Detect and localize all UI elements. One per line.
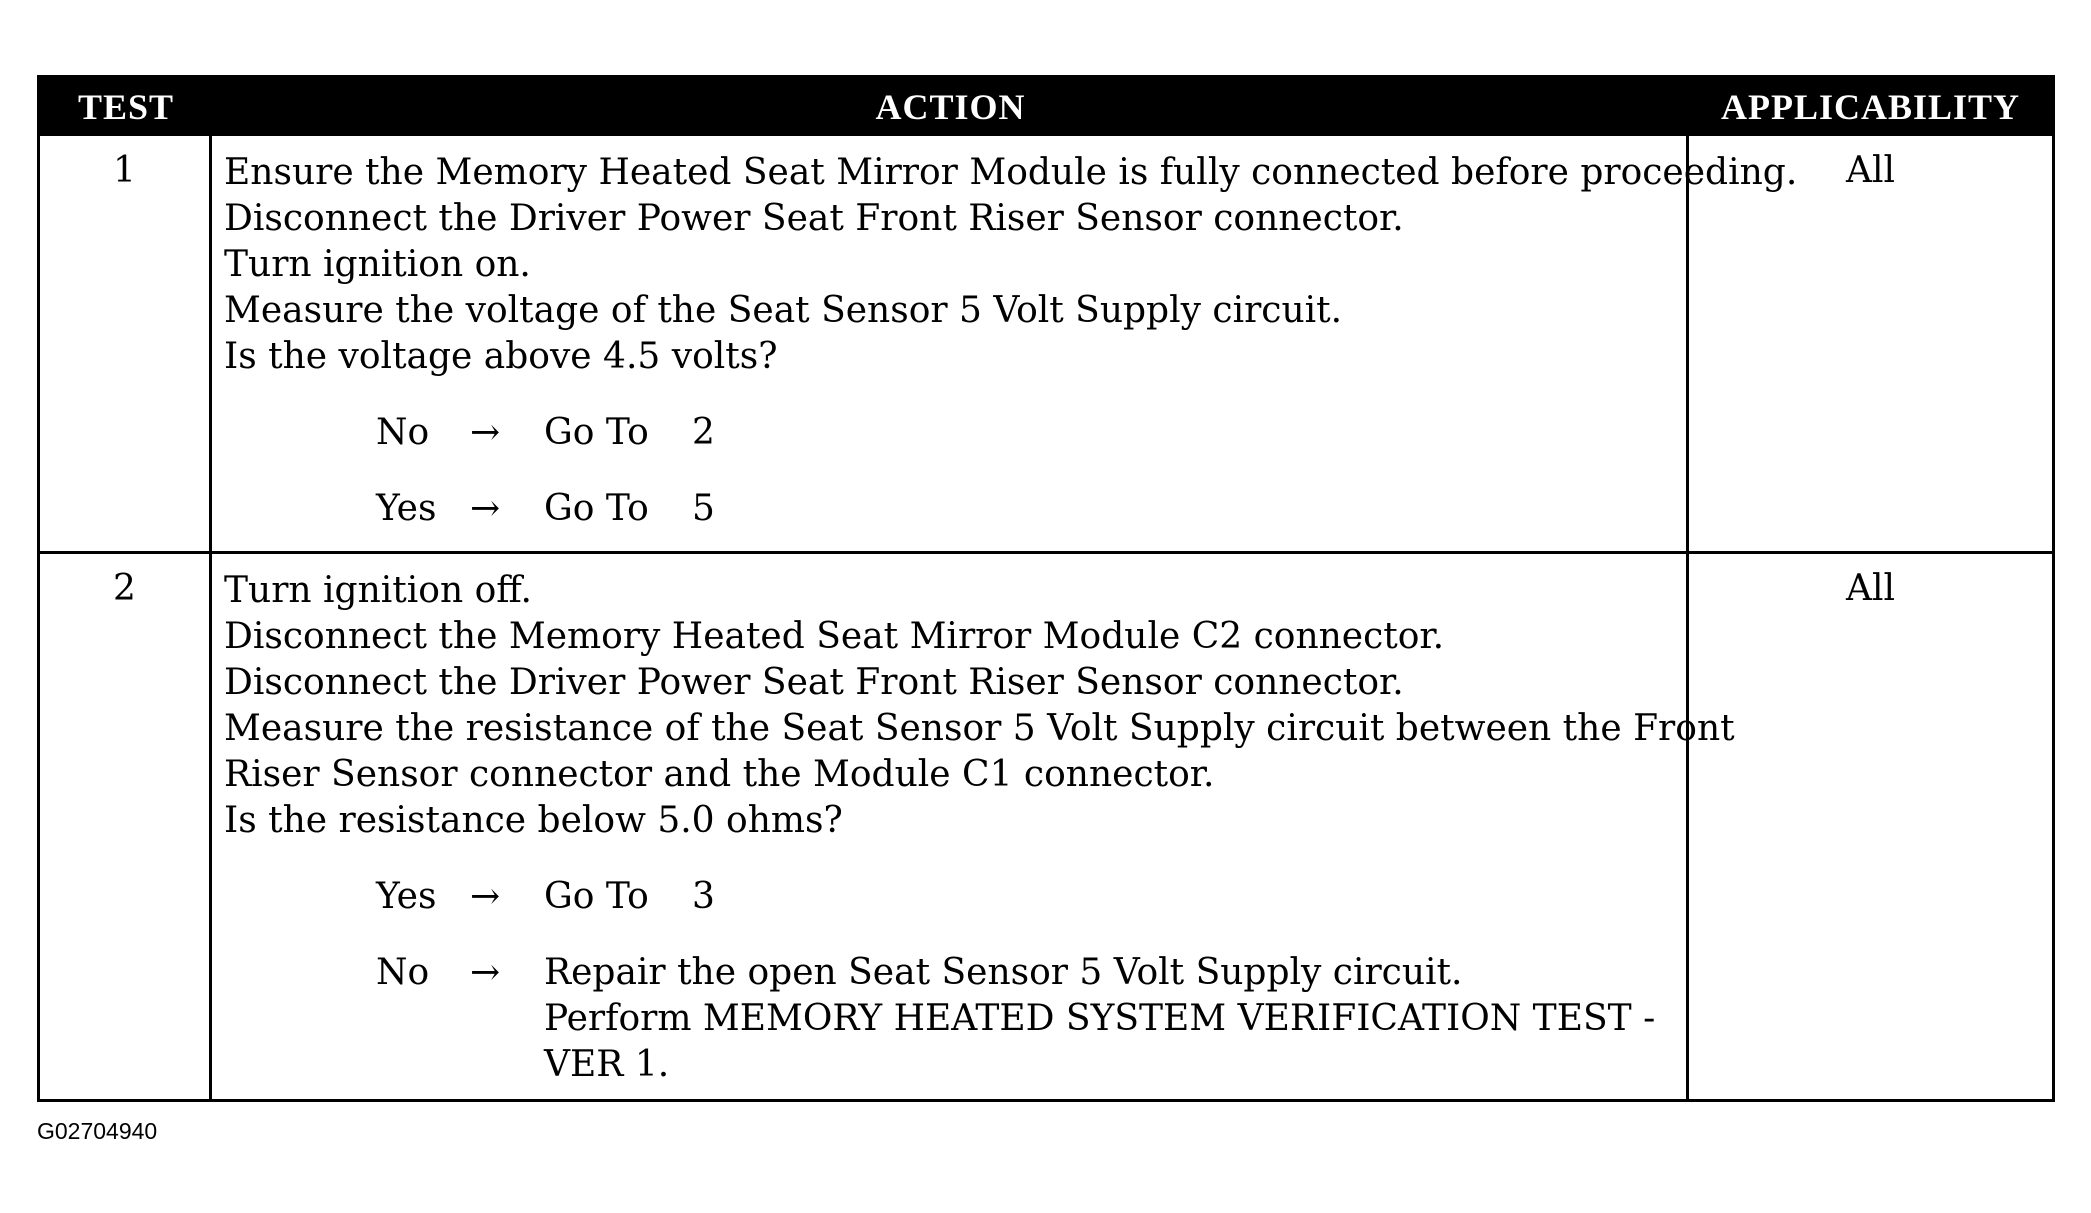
applicability-cell: All <box>1845 150 1896 191</box>
branch-yes <box>224 486 1674 532</box>
goto-label: Go To <box>544 876 649 917</box>
instruction-line: Repair the open Seat Sensor 5 Volt Supply circuit. <box>544 952 1463 993</box>
arrow-icon: → <box>470 412 501 453</box>
branch-answer: Yes <box>376 876 437 917</box>
instruction-line: VER 1. <box>544 1044 670 1085</box>
arrow-icon: → <box>470 952 501 993</box>
goto-target: 5 <box>692 488 715 529</box>
goto-label: Go To <box>544 488 649 529</box>
action-line: Riser Sensor connector and the Module C1 connector. <box>224 754 1215 795</box>
arrow-icon: → <box>470 876 501 917</box>
branch-yes <box>224 874 1674 920</box>
branch-no <box>224 950 1674 1088</box>
branch-answer: No <box>376 412 430 453</box>
action-line: Ensure the Memory Heated Seat Mirror Module is fully connected before proceeding. <box>224 152 1798 193</box>
arrow-icon: → <box>470 488 501 529</box>
action-line: Is the voltage above 4.5 volts? <box>224 336 778 377</box>
repair-instructions <box>544 950 1655 1088</box>
figure-id: G02704940 <box>37 1118 158 1144</box>
action-line: Disconnect the Driver Power Seat Front Riser Sensor connector. <box>224 198 1404 239</box>
table-row <box>40 136 2052 551</box>
header-action: ACTION <box>875 87 1026 127</box>
action-line: Turn ignition on. <box>224 244 531 285</box>
branch-answer: Yes <box>376 488 437 529</box>
action-line: Measure the resistance of the Seat Sensor 5 Volt Supply circuit between the Front <box>224 708 1735 749</box>
test-number: 2 <box>40 554 212 1099</box>
table-header <box>40 78 2052 136</box>
branch-no <box>224 410 1674 456</box>
action-line: Disconnect the Memory Heated Seat Mirror Module C2 connector. <box>224 616 1445 657</box>
diagnostic-test-table <box>37 75 2055 1102</box>
branch-answer: No <box>376 952 430 993</box>
action-cell <box>212 136 1798 551</box>
goto-label: Go To <box>544 412 649 453</box>
header-test: TEST <box>77 87 175 127</box>
goto-target: 2 <box>692 412 715 453</box>
action-line: Disconnect the Driver Power Seat Front Riser Sensor connector. <box>224 662 1404 703</box>
action-line: Measure the voltage of the Seat Sensor 5 Volt Supply circuit. <box>224 290 1343 331</box>
action-line: Is the resistance below 5.0 ohms? <box>224 800 843 841</box>
action-cell <box>212 554 1735 1099</box>
action-line: Turn ignition off. <box>224 570 532 611</box>
header-applicability: APPLICABILITY <box>1720 87 2021 127</box>
table-row <box>40 551 2052 1099</box>
goto-target: 3 <box>692 876 715 917</box>
instruction-line: Perform MEMORY HEATED SYSTEM VERIFICATION TEST - <box>544 998 1656 1039</box>
applicability-cell: All <box>1845 568 1896 609</box>
test-number: 1 <box>40 136 212 551</box>
